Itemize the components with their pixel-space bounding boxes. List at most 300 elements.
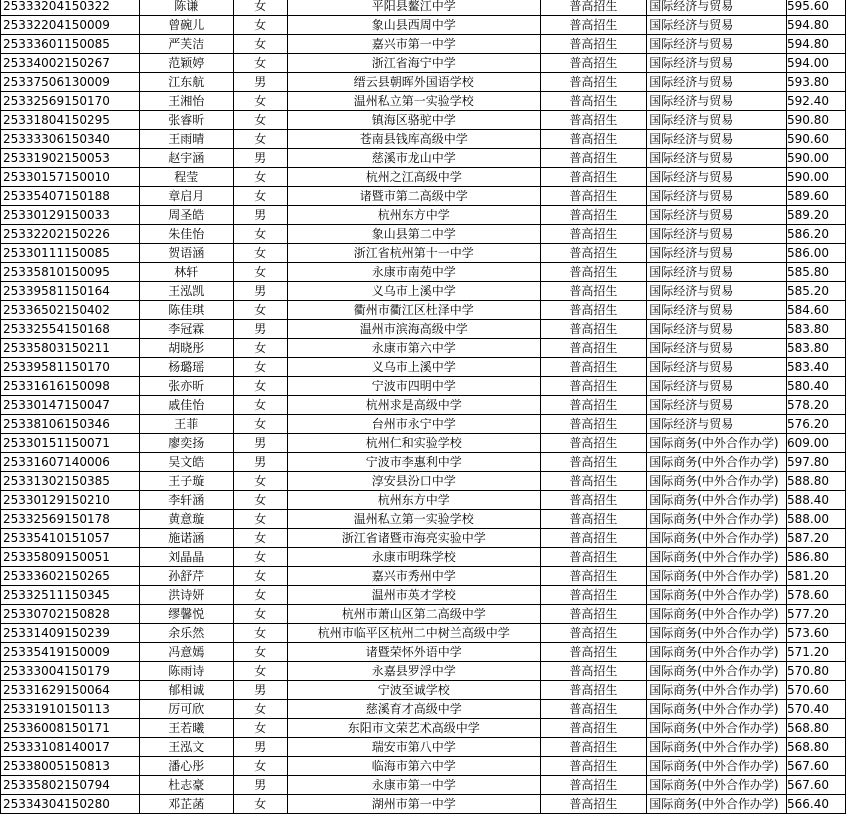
score-cell: 567.60 xyxy=(786,776,845,795)
score-cell: 585.80 xyxy=(786,263,845,282)
gender-cell: 男 xyxy=(233,453,287,472)
gender-cell: 女 xyxy=(233,168,287,187)
enrollment-type-cell: 普高招生 xyxy=(540,757,647,776)
student-id-cell: 25330129150033 xyxy=(1,206,140,225)
school-cell: 义乌市上溪中学 xyxy=(287,358,540,377)
gender-cell: 女 xyxy=(233,567,287,586)
name-cell: 章启月 xyxy=(139,187,233,206)
enrollment-type-cell: 普高招生 xyxy=(540,510,647,529)
name-cell: 刘晶晶 xyxy=(139,548,233,567)
gender-cell: 女 xyxy=(233,377,287,396)
school-cell: 临海市第六中学 xyxy=(287,757,540,776)
enrollment-type-cell: 普高招生 xyxy=(540,529,647,548)
enrollment-type-cell: 普高招生 xyxy=(540,795,647,814)
name-cell: 张睿昕 xyxy=(139,111,233,130)
score-cell: 571.20 xyxy=(786,643,845,662)
gender-cell: 女 xyxy=(233,719,287,738)
name-cell: 邓芷菡 xyxy=(139,795,233,814)
school-cell: 衢州市衢江区杜泽中学 xyxy=(287,301,540,320)
enrollment-type-cell: 普高招生 xyxy=(540,700,647,719)
major-cell: 国际经济与贸易 xyxy=(647,339,787,358)
student-id-cell: 25331910150113 xyxy=(1,700,140,719)
enrollment-type-cell: 普高招生 xyxy=(540,396,647,415)
major-cell: 国际商务(中外合作办学) xyxy=(647,472,787,491)
table-row xyxy=(1,415,846,434)
gender-cell: 女 xyxy=(233,225,287,244)
major-cell: 国际经济与贸易 xyxy=(647,206,787,225)
gender-cell: 女 xyxy=(233,16,287,35)
major-cell: 国际经济与贸易 xyxy=(647,187,787,206)
student-id-cell: 25330157150010 xyxy=(1,168,140,187)
school-cell: 温州私立第一实验学校 xyxy=(287,510,540,529)
score-cell: 586.00 xyxy=(786,244,845,263)
table-row xyxy=(1,244,846,263)
school-cell: 淳安县汾口中学 xyxy=(287,472,540,491)
student-id-cell: 25331804150295 xyxy=(1,111,140,130)
school-cell: 台州市永宁中学 xyxy=(287,415,540,434)
name-cell: 冯意嫣 xyxy=(139,643,233,662)
admission-table-body xyxy=(1,0,846,814)
gender-cell: 女 xyxy=(233,700,287,719)
name-cell: 王雨晴 xyxy=(139,130,233,149)
school-cell: 缙云县朝晖外国语学校 xyxy=(287,73,540,92)
name-cell: 洪诗妍 xyxy=(139,586,233,605)
table-row xyxy=(1,130,846,149)
score-cell: 590.00 xyxy=(786,149,845,168)
gender-cell: 男 xyxy=(233,434,287,453)
major-cell: 国际经济与贸易 xyxy=(647,244,787,263)
score-cell: 589.60 xyxy=(786,187,845,206)
enrollment-type-cell: 普高招生 xyxy=(540,643,647,662)
enrollment-type-cell: 普高招生 xyxy=(540,491,647,510)
enrollment-type-cell: 普高招生 xyxy=(540,415,647,434)
enrollment-type-cell: 普高招生 xyxy=(540,282,647,301)
school-cell: 平阳县鳌江中学 xyxy=(287,0,540,16)
table-row xyxy=(1,320,846,339)
name-cell: 赵宇涵 xyxy=(139,149,233,168)
score-cell: 585.20 xyxy=(786,282,845,301)
major-cell: 国际商务(中外合作办学) xyxy=(647,776,787,795)
table-row xyxy=(1,225,846,244)
enrollment-type-cell: 普高招生 xyxy=(540,111,647,130)
score-cell: 587.20 xyxy=(786,529,845,548)
table-row xyxy=(1,795,846,814)
student-id-cell: 25335407150188 xyxy=(1,187,140,206)
enrollment-type-cell: 普高招生 xyxy=(540,453,647,472)
school-cell: 杭州仁和实验学校 xyxy=(287,434,540,453)
name-cell: 曾碗儿 xyxy=(139,16,233,35)
major-cell: 国际经济与贸易 xyxy=(647,130,787,149)
major-cell: 国际经济与贸易 xyxy=(647,149,787,168)
enrollment-type-cell: 普高招生 xyxy=(540,206,647,225)
school-cell: 象山县第二中学 xyxy=(287,225,540,244)
table-row xyxy=(1,605,846,624)
table-row xyxy=(1,643,846,662)
name-cell: 王泓凯 xyxy=(139,282,233,301)
table-row xyxy=(1,377,846,396)
gender-cell: 男 xyxy=(233,206,287,225)
score-cell: 578.60 xyxy=(786,586,845,605)
gender-cell: 女 xyxy=(233,757,287,776)
score-cell: 586.20 xyxy=(786,225,845,244)
name-cell: 王子璇 xyxy=(139,472,233,491)
score-cell: 583.80 xyxy=(786,320,845,339)
student-id-cell: 25333004150179 xyxy=(1,662,140,681)
name-cell: 范颖婷 xyxy=(139,54,233,73)
table-row xyxy=(1,472,846,491)
student-id-cell: 25333601150085 xyxy=(1,35,140,54)
school-cell: 温州市滨海高级中学 xyxy=(287,320,540,339)
gender-cell: 女 xyxy=(233,586,287,605)
score-cell: 590.60 xyxy=(786,130,845,149)
name-cell: 孙舒芹 xyxy=(139,567,233,586)
enrollment-type-cell: 普高招生 xyxy=(540,225,647,244)
student-id-cell: 25330111150085 xyxy=(1,244,140,263)
student-id-cell: 25336502150402 xyxy=(1,301,140,320)
student-id-cell: 25330702150828 xyxy=(1,605,140,624)
enrollment-type-cell: 普高招生 xyxy=(540,624,647,643)
score-cell: 609.00 xyxy=(786,434,845,453)
gender-cell: 女 xyxy=(233,396,287,415)
table-row xyxy=(1,339,846,358)
name-cell: 吴文皓 xyxy=(139,453,233,472)
student-id-cell: 25331409150239 xyxy=(1,624,140,643)
major-cell: 国际商务(中外合作办学) xyxy=(647,434,787,453)
student-id-cell: 25332569150178 xyxy=(1,510,140,529)
name-cell: 贺语涵 xyxy=(139,244,233,263)
student-id-cell: 25334002150267 xyxy=(1,54,140,73)
school-cell: 嘉兴市第一中学 xyxy=(287,35,540,54)
table-row xyxy=(1,92,846,111)
table-row xyxy=(1,187,846,206)
student-id-cell: 25331302150385 xyxy=(1,472,140,491)
gender-cell: 女 xyxy=(233,624,287,643)
name-cell: 王泓文 xyxy=(139,738,233,757)
school-cell: 永嘉县罗浮中学 xyxy=(287,662,540,681)
school-cell: 镇海区骆驼中学 xyxy=(287,111,540,130)
student-id-cell: 25333306150340 xyxy=(1,130,140,149)
score-cell: 593.80 xyxy=(786,73,845,92)
score-cell: 573.60 xyxy=(786,624,845,643)
score-cell: 590.00 xyxy=(786,168,845,187)
major-cell: 国际商务(中外合作办学) xyxy=(647,757,787,776)
gender-cell: 女 xyxy=(233,548,287,567)
enrollment-type-cell: 普高招生 xyxy=(540,339,647,358)
major-cell: 国际经济与贸易 xyxy=(647,35,787,54)
score-cell: 590.80 xyxy=(786,111,845,130)
table-row xyxy=(1,681,846,700)
score-cell: 583.80 xyxy=(786,339,845,358)
table-row xyxy=(1,548,846,567)
name-cell: 陈谦 xyxy=(139,0,233,16)
student-id-cell: 25338005150813 xyxy=(1,757,140,776)
gender-cell: 女 xyxy=(233,472,287,491)
table-row xyxy=(1,738,846,757)
score-cell: 595.60 xyxy=(786,0,845,16)
table-row xyxy=(1,0,846,16)
school-cell: 杭州市萧山区第二高级中学 xyxy=(287,605,540,624)
major-cell: 国际商务(中外合作办学) xyxy=(647,567,787,586)
major-cell: 国际商务(中外合作办学) xyxy=(647,662,787,681)
name-cell: 潘心彤 xyxy=(139,757,233,776)
name-cell: 程莹 xyxy=(139,168,233,187)
enrollment-type-cell: 普高招生 xyxy=(540,16,647,35)
table-row xyxy=(1,453,846,472)
school-cell: 永康市第一中学 xyxy=(287,776,540,795)
major-cell: 国际商务(中外合作办学) xyxy=(647,586,787,605)
school-cell: 苍南县钱库高级中学 xyxy=(287,130,540,149)
enrollment-type-cell: 普高招生 xyxy=(540,35,647,54)
student-id-cell: 25331616150098 xyxy=(1,377,140,396)
table-row xyxy=(1,529,846,548)
school-cell: 湖州市第一中学 xyxy=(287,795,540,814)
student-id-cell: 25332202150226 xyxy=(1,225,140,244)
school-cell: 浙江省诸暨市海亮实验中学 xyxy=(287,529,540,548)
score-cell: 577.20 xyxy=(786,605,845,624)
student-id-cell: 25335810150095 xyxy=(1,263,140,282)
enrollment-type-cell: 普高招生 xyxy=(540,244,647,263)
gender-cell: 女 xyxy=(233,111,287,130)
score-cell: 586.80 xyxy=(786,548,845,567)
student-id-cell: 25330129150210 xyxy=(1,491,140,510)
name-cell: 廖奕扬 xyxy=(139,434,233,453)
table-row xyxy=(1,149,846,168)
major-cell: 国际经济与贸易 xyxy=(647,282,787,301)
score-cell: 584.60 xyxy=(786,301,845,320)
gender-cell: 女 xyxy=(233,529,287,548)
name-cell: 王菲 xyxy=(139,415,233,434)
score-cell: 592.40 xyxy=(786,92,845,111)
gender-cell: 女 xyxy=(233,339,287,358)
student-id-cell: 25332554150168 xyxy=(1,320,140,339)
student-id-cell: 25335419150009 xyxy=(1,643,140,662)
name-cell: 张亦昕 xyxy=(139,377,233,396)
name-cell: 王若曦 xyxy=(139,719,233,738)
enrollment-type-cell: 普高招生 xyxy=(540,130,647,149)
name-cell: 杜志豪 xyxy=(139,776,233,795)
major-cell: 国际经济与贸易 xyxy=(647,16,787,35)
major-cell: 国际商务(中外合作办学) xyxy=(647,529,787,548)
gender-cell: 女 xyxy=(233,643,287,662)
enrollment-type-cell: 普高招生 xyxy=(540,434,647,453)
enrollment-type-cell: 普高招生 xyxy=(540,320,647,339)
student-id-cell: 25331902150053 xyxy=(1,149,140,168)
major-cell: 国际商务(中外合作办学) xyxy=(647,738,787,757)
name-cell: 杨璐瑶 xyxy=(139,358,233,377)
table-row xyxy=(1,662,846,681)
gender-cell: 女 xyxy=(233,358,287,377)
name-cell: 戚佳怡 xyxy=(139,396,233,415)
school-cell: 浙江省杭州第十一中学 xyxy=(287,244,540,263)
table-row xyxy=(1,624,846,643)
name-cell: 朱佳怡 xyxy=(139,225,233,244)
school-cell: 永康市南苑中学 xyxy=(287,263,540,282)
enrollment-type-cell: 普高招生 xyxy=(540,358,647,377)
major-cell: 国际商务(中外合作办学) xyxy=(647,719,787,738)
name-cell: 施诺涵 xyxy=(139,529,233,548)
major-cell: 国际经济与贸易 xyxy=(647,0,787,16)
score-cell: 583.40 xyxy=(786,358,845,377)
major-cell: 国际商务(中外合作办学) xyxy=(647,510,787,529)
name-cell: 陈雨诗 xyxy=(139,662,233,681)
table-row xyxy=(1,16,846,35)
name-cell: 缪馨悦 xyxy=(139,605,233,624)
major-cell: 国际经济与贸易 xyxy=(647,168,787,187)
table-row xyxy=(1,35,846,54)
school-cell: 义乌市上溪中学 xyxy=(287,282,540,301)
table-row xyxy=(1,54,846,73)
student-id-cell: 25334304150280 xyxy=(1,795,140,814)
table-row xyxy=(1,301,846,320)
enrollment-type-cell: 普高招生 xyxy=(540,567,647,586)
name-cell: 王湘怡 xyxy=(139,92,233,111)
table-row xyxy=(1,510,846,529)
school-cell: 诸暨市第二高级中学 xyxy=(287,187,540,206)
major-cell: 国际商务(中外合作办学) xyxy=(647,700,787,719)
enrollment-type-cell: 普高招生 xyxy=(540,719,647,738)
enrollment-type-cell: 普高招生 xyxy=(540,301,647,320)
student-id-cell: 25335803150211 xyxy=(1,339,140,358)
gender-cell: 女 xyxy=(233,35,287,54)
score-cell: 594.80 xyxy=(786,35,845,54)
school-cell: 宁波至诚学校 xyxy=(287,681,540,700)
major-cell: 国际商务(中外合作办学) xyxy=(647,681,787,700)
score-cell: 570.80 xyxy=(786,662,845,681)
major-cell: 国际商务(中外合作办学) xyxy=(647,491,787,510)
enrollment-type-cell: 普高招生 xyxy=(540,681,647,700)
table-row xyxy=(1,776,846,795)
table-row xyxy=(1,73,846,92)
major-cell: 国际经济与贸易 xyxy=(647,263,787,282)
enrollment-type-cell: 普高招生 xyxy=(540,586,647,605)
score-cell: 566.40 xyxy=(786,795,845,814)
student-id-cell: 25333602150265 xyxy=(1,567,140,586)
enrollment-type-cell: 普高招生 xyxy=(540,54,647,73)
name-cell: 周圣皓 xyxy=(139,206,233,225)
school-cell: 杭州求是高级中学 xyxy=(287,396,540,415)
major-cell: 国际经济与贸易 xyxy=(647,320,787,339)
school-cell: 诸暨荣怀外语中学 xyxy=(287,643,540,662)
gender-cell: 男 xyxy=(233,320,287,339)
major-cell: 国际商务(中外合作办学) xyxy=(647,548,787,567)
name-cell: 江东航 xyxy=(139,73,233,92)
table-row xyxy=(1,263,846,282)
major-cell: 国际商务(中外合作办学) xyxy=(647,605,787,624)
major-cell: 国际经济与贸易 xyxy=(647,111,787,130)
table-row xyxy=(1,434,846,453)
school-cell: 东阳市文荣艺术高级中学 xyxy=(287,719,540,738)
table-row xyxy=(1,567,846,586)
score-cell: 589.20 xyxy=(786,206,845,225)
name-cell: 郁相诚 xyxy=(139,681,233,700)
score-cell: 568.80 xyxy=(786,738,845,757)
gender-cell: 男 xyxy=(233,681,287,700)
major-cell: 国际经济与贸易 xyxy=(647,54,787,73)
student-id-cell: 25330147150047 xyxy=(1,396,140,415)
enrollment-type-cell: 普高招生 xyxy=(540,605,647,624)
school-cell: 杭州东方中学 xyxy=(287,206,540,225)
gender-cell: 女 xyxy=(233,301,287,320)
student-id-cell: 25333108140017 xyxy=(1,738,140,757)
gender-cell: 女 xyxy=(233,510,287,529)
school-cell: 嘉兴市秀州中学 xyxy=(287,567,540,586)
enrollment-type-cell: 普高招生 xyxy=(540,548,647,567)
enrollment-type-cell: 普高招生 xyxy=(540,738,647,757)
school-cell: 慈溪育才高级中学 xyxy=(287,700,540,719)
table-row xyxy=(1,719,846,738)
table-row xyxy=(1,111,846,130)
major-cell: 国际经济与贸易 xyxy=(647,92,787,111)
student-id-cell: 25338106150346 xyxy=(1,415,140,434)
enrollment-type-cell: 普高招生 xyxy=(540,149,647,168)
major-cell: 国际商务(中外合作办学) xyxy=(647,453,787,472)
student-id-cell: 25332511150345 xyxy=(1,586,140,605)
student-id-cell: 25331629150064 xyxy=(1,681,140,700)
student-id-cell: 25335410151057 xyxy=(1,529,140,548)
gender-cell: 女 xyxy=(233,795,287,814)
table-row xyxy=(1,282,846,301)
gender-cell: 女 xyxy=(233,244,287,263)
student-id-cell: 25339581150170 xyxy=(1,358,140,377)
enrollment-type-cell: 普高招生 xyxy=(540,168,647,187)
gender-cell: 女 xyxy=(233,491,287,510)
table-row xyxy=(1,396,846,415)
gender-cell: 女 xyxy=(233,130,287,149)
score-cell: 594.80 xyxy=(786,16,845,35)
gender-cell: 女 xyxy=(233,662,287,681)
table-row xyxy=(1,168,846,187)
student-id-cell: 25331607140006 xyxy=(1,453,140,472)
major-cell: 国际经济与贸易 xyxy=(647,377,787,396)
enrollment-type-cell: 普高招生 xyxy=(540,472,647,491)
name-cell: 严芙洁 xyxy=(139,35,233,54)
gender-cell: 女 xyxy=(233,263,287,282)
enrollment-type-cell: 普高招生 xyxy=(540,263,647,282)
table-row xyxy=(1,491,846,510)
enrollment-type-cell: 普高招生 xyxy=(540,92,647,111)
major-cell: 国际商务(中外合作办学) xyxy=(647,795,787,814)
score-cell: 588.40 xyxy=(786,491,845,510)
student-id-cell: 25330151150071 xyxy=(1,434,140,453)
school-cell: 杭州市临平区杭州二中树兰高级中学 xyxy=(287,624,540,643)
student-id-cell: 25332569150170 xyxy=(1,92,140,111)
score-cell: 594.00 xyxy=(786,54,845,73)
enrollment-type-cell: 普高招生 xyxy=(540,73,647,92)
major-cell: 国际经济与贸易 xyxy=(647,73,787,92)
table-row xyxy=(1,358,846,377)
name-cell: 李冠霖 xyxy=(139,320,233,339)
major-cell: 国际商务(中外合作办学) xyxy=(647,624,787,643)
name-cell: 厉可欣 xyxy=(139,700,233,719)
enrollment-type-cell: 普高招生 xyxy=(540,776,647,795)
score-cell: 578.20 xyxy=(786,396,845,415)
table-row xyxy=(1,586,846,605)
enrollment-type-cell: 普高招生 xyxy=(540,662,647,681)
score-cell: 570.40 xyxy=(786,700,845,719)
score-cell: 576.20 xyxy=(786,415,845,434)
name-cell: 陈佳琪 xyxy=(139,301,233,320)
major-cell: 国际商务(中外合作办学) xyxy=(647,643,787,662)
gender-cell: 女 xyxy=(233,605,287,624)
score-cell: 580.40 xyxy=(786,377,845,396)
score-cell: 570.60 xyxy=(786,681,845,700)
major-cell: 国际经济与贸易 xyxy=(647,301,787,320)
enrollment-type-cell: 普高招生 xyxy=(540,377,647,396)
school-cell: 瑞安市第八中学 xyxy=(287,738,540,757)
school-cell: 温州私立第一实验学校 xyxy=(287,92,540,111)
enrollment-type-cell: 普高招生 xyxy=(540,187,647,206)
school-cell: 永康市第六中学 xyxy=(287,339,540,358)
